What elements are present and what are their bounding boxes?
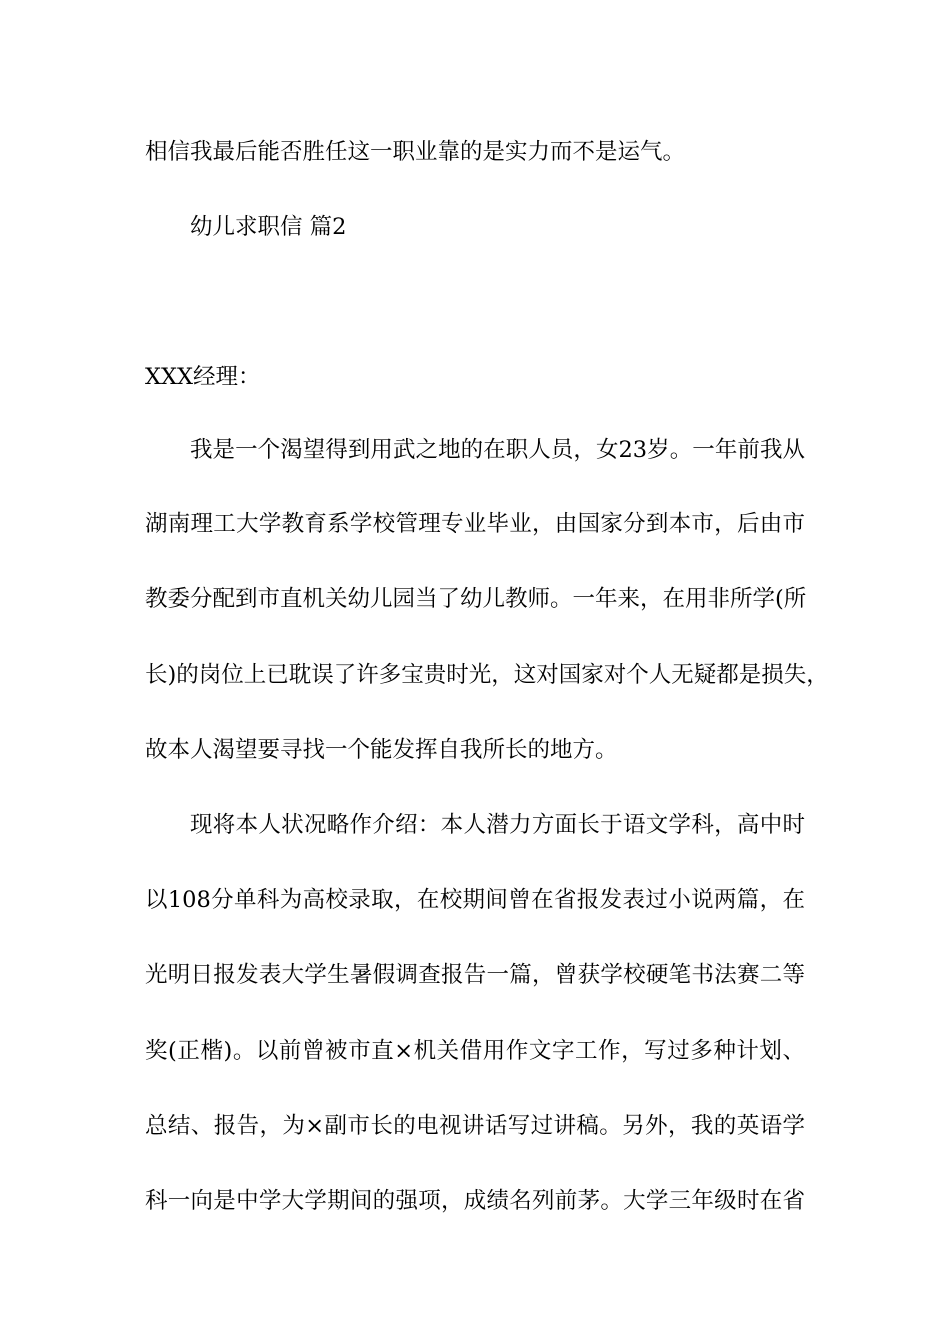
paragraph-line: 奖(正楷)。以前曾被市直×机关借用作文字工作，写过多种计划、	[145, 1038, 805, 1064]
paragraph-line: 长)的岗位上已耽误了许多宝贵时光，这对国家对个人无疑都是损失，	[145, 662, 829, 688]
paragraph-line: 湖南理工大学教育系学校管理专业毕业，由国家分到本市，后由市	[145, 511, 805, 537]
salutation: XXX经理：	[145, 364, 261, 390]
paragraph-line: 故本人渴望要寻找一个能发挥自我所长的地方。	[145, 737, 618, 763]
paragraph-line-closing: 相信我最后能否胜任这一职业靠的是实力而不是运气。	[145, 139, 686, 165]
paragraph-line: 我是一个渴望得到用武之地的在职人员，女23岁。一年前我从	[190, 437, 805, 463]
paragraph-line: 现将本人状况略作介绍：本人潜力方面长于语文学科，高中时	[190, 812, 805, 838]
section-heading: 幼儿求职信 篇2	[190, 214, 347, 240]
paragraph-line: 科一向是中学大学期间的强项，成绩名列前茅。大学三年级时在省	[145, 1188, 805, 1214]
paragraph-line: 教委分配到市直机关幼儿园当了幼儿教师。一年来，在用非所学(所	[145, 586, 807, 612]
paragraph-line: 以108分单科为高校录取，在校期间曾在省报发表过小说两篇，在	[145, 887, 805, 913]
paragraph-line: 总结、报告，为×副市长的电视讲话写过讲稿。另外，我的英语学	[145, 1113, 805, 1139]
paragraph-line: 光明日报发表大学生暑假调查报告一篇，曾获学校硬笔书法赛二等	[145, 962, 805, 988]
